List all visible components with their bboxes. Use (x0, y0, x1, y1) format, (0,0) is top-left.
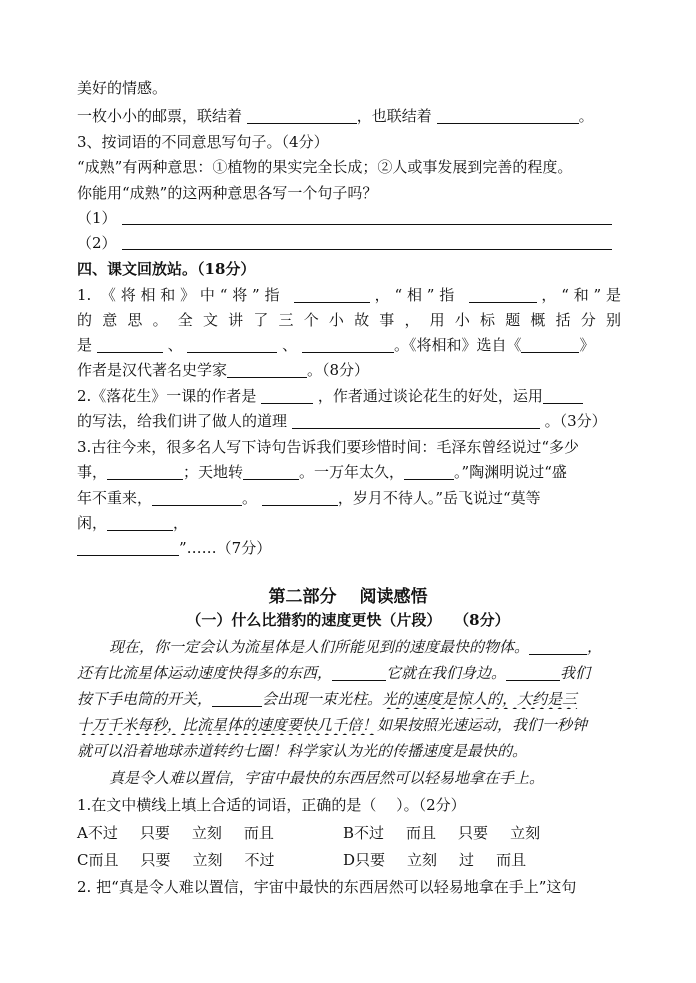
text: 、 (282, 336, 298, 354)
answer-blank[interactable] (247, 109, 357, 124)
text-line (77, 285, 621, 305)
text: 1. 《将相和》中“将”指 (77, 286, 285, 304)
text: 是 (77, 336, 93, 354)
answer-blank[interactable] (529, 640, 587, 655)
text-line (77, 386, 621, 406)
passage-line (109, 637, 621, 657)
text: 就可以沿着地球赤道转约七圈！科学家认为光的传播速度是最快的。 (77, 742, 528, 760)
text: 只要 (140, 851, 171, 869)
answer-blank[interactable] (437, 109, 579, 124)
text-line (77, 106, 621, 126)
text: 的写法，给我们讲了做人的道理 (77, 412, 288, 430)
text: 。 (578, 107, 594, 125)
text: “成熟”有两种意思：①植物的果实完全长成；②人或事发展到完善的程度。 (77, 158, 573, 176)
passage-line (77, 715, 621, 735)
text: 现在，你一定会认为流星体是人们所能见到的速度最快的物体。 (109, 638, 530, 656)
option-b[interactable] (343, 823, 540, 843)
question-3 (77, 132, 621, 152)
text-line (77, 335, 621, 355)
text: 的意思。全文讲了三个小故事，用小标题概括分别 (77, 311, 621, 329)
answer-blank[interactable] (212, 692, 262, 707)
answer-blank[interactable] (152, 491, 242, 506)
text: 。《将相和》选自《 (393, 336, 522, 354)
text: 。 (242, 489, 258, 507)
text: 3.古往今来，很多名人写下诗句告诉我们要珍惜时间：毛泽东曾经说过“多少 (77, 438, 579, 456)
answer-blank[interactable] (107, 516, 173, 531)
answer-blank[interactable] (543, 389, 583, 404)
text: ， (587, 638, 603, 656)
answer-blank[interactable] (261, 389, 313, 404)
text: ”……（7分） (179, 539, 272, 557)
text-line (77, 411, 621, 431)
passage-line (109, 768, 621, 788)
text: 它就在我们身边。 (386, 664, 507, 682)
text: 只要 (139, 824, 170, 842)
text: 闲， (77, 514, 108, 532)
option-d[interactable] (343, 850, 526, 870)
text: B不过 (343, 824, 385, 842)
text: 不过 (244, 851, 275, 869)
text-line (77, 538, 621, 558)
text: 2.《落花生》一课的作者是 (77, 387, 257, 405)
text: 只要 (458, 824, 489, 842)
answer-blank[interactable] (292, 414, 540, 429)
text: 还有比流星体运动速度快得多的东西， (77, 664, 333, 682)
text: 而且 (243, 824, 274, 842)
answer-line[interactable] (122, 224, 612, 225)
text: 而且 (406, 824, 437, 842)
passage-title (0, 610, 696, 630)
text: A不过 (77, 824, 118, 842)
answer-blank[interactable] (227, 363, 307, 378)
section-heading (77, 259, 621, 279)
text-line (77, 488, 621, 508)
text: 。”陶渊明说过“盛 (454, 463, 567, 481)
answer-line-label (77, 208, 621, 228)
text: ， (173, 514, 189, 532)
text: 一枚小小的邮票，联结着 (77, 107, 243, 125)
text: 作者是汉代著名史学家 (77, 361, 228, 379)
text: 过 (459, 851, 475, 869)
text: ，“和”是 (536, 286, 621, 304)
text-line (77, 360, 621, 380)
text-line (77, 462, 621, 482)
answer-blank[interactable] (97, 338, 163, 353)
text: 立刻 (192, 851, 223, 869)
text: 真是令人难以置信，宇宙中最快的东西居然可以轻易地拿在手上。 (109, 769, 545, 787)
text: ，岁月不待人。”岳飞说过“莫等 (337, 489, 541, 507)
text: ，“相”指 (369, 286, 460, 304)
wavy-underlined-text: 光的速度是惊人的，大约是三 (382, 690, 578, 708)
text: （一）什么比猎豹的速度更快（片段） （8分） (186, 611, 510, 629)
text: 立刻 (510, 824, 541, 842)
passage-line (77, 663, 621, 683)
text: ；天地转 (183, 463, 244, 481)
reading-question-1 (77, 795, 621, 815)
answer-blank[interactable] (404, 465, 454, 480)
text-line (77, 157, 621, 177)
text: 2. 把“真是令人难以置信，宇宙中最快的东西居然可以轻易地拿在手上”这句 (77, 878, 577, 896)
text: D只要 (343, 851, 386, 869)
text: 美好的情感。 (77, 79, 168, 97)
text: 。（3分） (544, 412, 607, 430)
text-line (77, 437, 621, 457)
wavy-underlined-text: 十万千米每秒，比流星体的速度要快几千倍！ (77, 716, 378, 734)
answer-blank[interactable] (469, 288, 537, 303)
text: 、 (167, 336, 183, 354)
text: 3、按词语的不同意思写句子。（4分） (77, 133, 329, 151)
text: 如果按照光速运动，我们一秒钟 (377, 716, 588, 734)
option-a[interactable] (77, 823, 274, 843)
answer-blank[interactable] (262, 491, 338, 506)
text: 年不重来， (77, 489, 153, 507)
text-line (77, 78, 621, 98)
text-line (77, 183, 621, 203)
text: ，作者通过谈论花生的好处，运用 (317, 387, 543, 405)
text: 》 (579, 336, 595, 354)
answer-line[interactable] (122, 249, 612, 250)
text-line (77, 310, 621, 330)
answer-line-label (77, 233, 621, 253)
text: 1.在文中横线上填上合适的词语，正确的是（ ）。（2分） (77, 796, 466, 814)
answer-blank[interactable] (107, 465, 183, 480)
text: ，也联结着 (356, 107, 432, 125)
text: 四、课文回放站。（18分） (77, 260, 256, 278)
text: 。一万年太久， (299, 463, 405, 481)
option-c[interactable] (77, 850, 275, 870)
answer-blank[interactable] (302, 338, 394, 353)
text: 立刻 (191, 824, 222, 842)
text: （1） (77, 209, 117, 227)
passage-line (77, 689, 621, 709)
answer-blank[interactable] (506, 666, 560, 681)
answer-blank[interactable] (243, 465, 299, 480)
text: 而且 (496, 851, 527, 869)
text: （2） (77, 234, 117, 252)
text: 我们 (560, 664, 591, 682)
answer-blank[interactable] (77, 541, 179, 556)
part-heading (0, 586, 696, 608)
answer-blank[interactable] (332, 666, 386, 681)
text: 第二部分 阅读感悟 (268, 587, 428, 607)
text: 立刻 (407, 851, 438, 869)
passage-line (77, 741, 621, 761)
reading-question-2 (77, 877, 621, 897)
text-line (77, 513, 621, 533)
text: C而且 (77, 851, 119, 869)
text: 。（8分） (307, 361, 370, 379)
text: 按下手电筒的开关， (77, 690, 213, 708)
text: 会出现一束光柱。 (262, 690, 383, 708)
text: 你能用“成熟”的这两种意思各写一个句子吗？ (77, 184, 378, 202)
answer-blank[interactable] (187, 338, 277, 353)
answer-blank[interactable] (294, 288, 370, 303)
text: 事， (77, 463, 108, 481)
answer-blank[interactable] (521, 338, 579, 353)
